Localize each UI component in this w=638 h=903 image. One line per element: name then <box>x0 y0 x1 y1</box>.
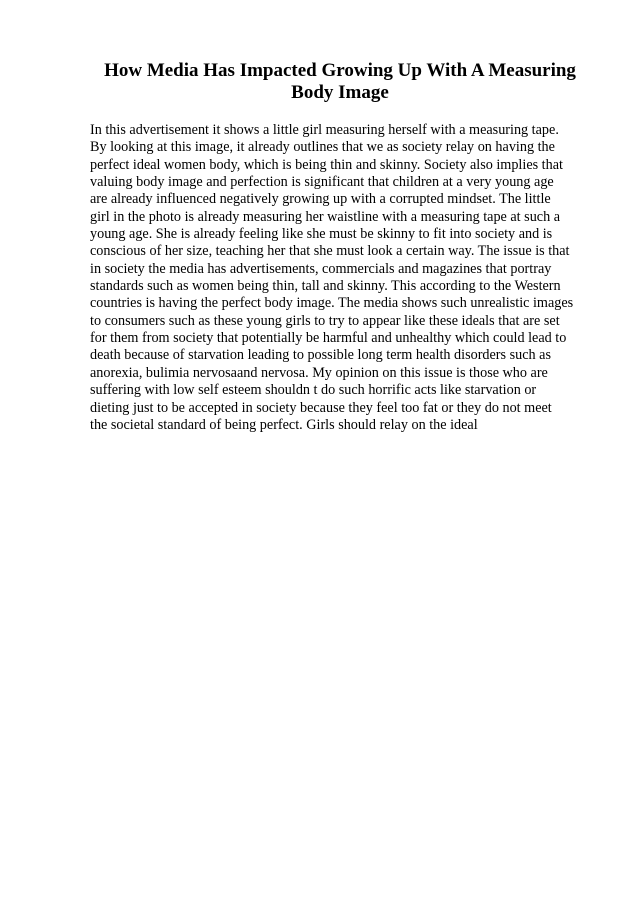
paragraph-line: girl in the photo is already measuring her waistline with a measuring tape at such a <box>90 208 561 225</box>
paragraph-line: are already influenced negatively growing up with a corrupted mindset. The little <box>90 191 551 208</box>
paragraph-line: perfect ideal women body, which is being thin and skinny. Society also implies that <box>90 156 563 173</box>
paragraph-line: in society the media has advertisements, commercials and magazines that portray <box>90 260 552 277</box>
body-paragraph <box>90 122 595 434</box>
paragraph-line: valuing body image and perfection is significant that children at a very young age <box>90 174 554 191</box>
paragraph-line: countries is having the perfect body image. The media shows such unrealistic images <box>90 295 574 312</box>
paragraph-line: standards such as women being thin, tall and skinny. This according to the Western <box>90 278 561 295</box>
paragraph-line: anorexia, bulimia nervosaand nervosa. My opinion on this issue is those who are <box>90 364 548 381</box>
paragraph-line: conscious of her size, teaching her that she must look a certain way. The issue is that <box>90 243 570 260</box>
paragraph-line: By looking at this image, it already outlines that we as society relay on having the <box>90 139 555 156</box>
paragraph-line: dieting just to be accepted in society because they feel too fat or they do not meet <box>90 399 552 416</box>
paragraph-line: In this advertisement it shows a little girl measuring herself with a measuring tape. <box>90 122 559 138</box>
title-line-2: Body Image <box>291 82 389 103</box>
paragraph-line: suffering with low self esteem shouldn t do such horrific acts like starvation or <box>90 382 537 399</box>
title-line-1: How Media Has Impacted Growing Up With A Measuring <box>104 60 576 81</box>
paragraph-line: death because of starvation leading to possible long term health disorders such as <box>90 347 551 364</box>
paragraph-line: for them from society that potentially be harmful and unhealthy which could lead to <box>90 330 567 347</box>
paragraph-line: young age. She is already feeling like she must be skinny to fit into society and is <box>90 226 553 243</box>
document-title <box>70 60 610 104</box>
paragraph-line: to consumers such as these young girls to try to appear like these ideals that are set <box>90 312 560 329</box>
paragraph-line: the societal standard of being perfect. Girls should relay on the ideal <box>90 416 478 433</box>
